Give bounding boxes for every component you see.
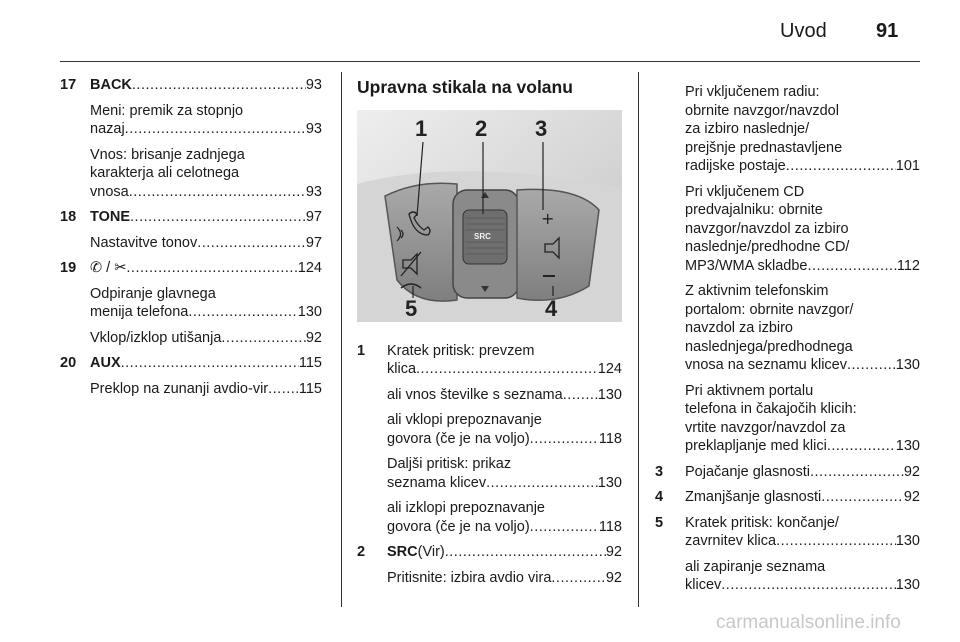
entry-label: Pri aktivnem portalu bbox=[685, 382, 814, 399]
entry-text bbox=[387, 543, 622, 562]
entry-item bbox=[60, 208, 322, 227]
entry-label-suffix: (Vir) bbox=[417, 544, 445, 560]
entry-text bbox=[685, 558, 920, 595]
entry-number: 4 bbox=[655, 489, 664, 505]
leader-dots bbox=[268, 380, 299, 399]
callout-2: 2 bbox=[475, 116, 488, 141]
entry-line bbox=[685, 532, 920, 551]
entry-label: vnosa bbox=[90, 183, 129, 200]
entry-detail bbox=[685, 183, 920, 276]
entry-label: AUX bbox=[90, 355, 121, 371]
entry-number: 2 bbox=[357, 544, 366, 560]
entry-line bbox=[90, 380, 322, 399]
column-middle bbox=[357, 76, 622, 587]
steering-wheel-controls-figure bbox=[357, 110, 622, 322]
entry-line bbox=[387, 569, 622, 588]
entry-text bbox=[90, 329, 322, 348]
leader-dots bbox=[827, 437, 896, 456]
volume-plus-icon: + bbox=[541, 209, 555, 228]
leader-dots bbox=[445, 543, 606, 562]
entry-item bbox=[60, 76, 322, 95]
entry-line bbox=[685, 319, 920, 338]
page-reference-link[interactable]: 115 bbox=[298, 355, 322, 371]
entry-line bbox=[90, 164, 322, 183]
entry-label: Pri vključenem CD bbox=[685, 183, 805, 200]
entry-text bbox=[387, 386, 622, 405]
entry-detail bbox=[685, 382, 920, 456]
leader-dots bbox=[197, 234, 306, 253]
entry-label: Pri vključenem radiu: bbox=[685, 84, 820, 100]
entry-line bbox=[90, 234, 322, 253]
column-left bbox=[60, 76, 322, 398]
entry-item bbox=[655, 463, 920, 482]
column-divider-1 bbox=[341, 72, 342, 607]
entry-line bbox=[90, 183, 322, 202]
callout-1: 1 bbox=[415, 116, 428, 141]
entry-line bbox=[685, 463, 920, 482]
entry-text bbox=[90, 102, 322, 139]
entry-label: vnosa na seznamu klicev bbox=[685, 357, 847, 373]
entry-text bbox=[90, 146, 322, 202]
entry-line bbox=[387, 518, 622, 537]
entry-label: SRC bbox=[387, 544, 418, 560]
entry-line bbox=[685, 338, 920, 357]
entry-line bbox=[387, 455, 622, 474]
entry-label: TONE bbox=[90, 209, 131, 225]
entry-line bbox=[685, 514, 920, 533]
entry-label: obrnite navzgor/navzdol bbox=[685, 102, 839, 119]
page-reference-link[interactable]: 93 bbox=[305, 77, 322, 93]
entry-text bbox=[685, 488, 920, 507]
leader-dots bbox=[530, 430, 599, 449]
leader-dots bbox=[129, 183, 306, 202]
entry-label: vrtite navzgor/navzdol za bbox=[685, 419, 846, 436]
entry-label: navzdol za izbiro bbox=[685, 320, 793, 336]
entry-text bbox=[387, 569, 622, 588]
entry-line bbox=[387, 474, 622, 493]
entry-line bbox=[387, 411, 622, 430]
callout-4: 4 bbox=[545, 296, 558, 321]
entry-label: radijske postaje bbox=[685, 158, 786, 174]
entry-line bbox=[685, 301, 920, 320]
page-reference-link[interactable]: 112 bbox=[896, 257, 920, 274]
entry-line bbox=[685, 558, 920, 577]
leader-dots bbox=[530, 518, 599, 537]
page-reference-link[interactable]: 130 bbox=[895, 357, 920, 373]
entry-line bbox=[90, 354, 322, 373]
entry-line bbox=[685, 201, 920, 220]
entry-label: MP3/WMA skladbe bbox=[685, 257, 808, 274]
entry-text bbox=[685, 382, 920, 456]
page-reference-link[interactable]: 124 bbox=[297, 260, 322, 276]
entry-label: navzgor/navzdol za izbiro bbox=[685, 220, 849, 237]
page-reference-link[interactable]: 124 bbox=[597, 361, 622, 377]
entry-line bbox=[685, 282, 920, 301]
entry-label: naslednjega/predhodnega bbox=[685, 338, 853, 355]
entry-label: predvajalniku: obrnite bbox=[685, 202, 823, 218]
entry-line bbox=[685, 356, 920, 375]
entry-text bbox=[685, 183, 920, 276]
entry-line bbox=[90, 329, 322, 348]
entry-line bbox=[685, 576, 920, 595]
page-number: 91 bbox=[876, 20, 899, 42]
entry-line bbox=[685, 238, 920, 257]
entry-detail bbox=[90, 102, 322, 139]
page-reference-link[interactable]: 130 bbox=[895, 577, 920, 593]
entry-detail bbox=[387, 499, 622, 536]
entry-label: Vklop/izklop utišanja bbox=[90, 329, 222, 346]
leader-dots bbox=[126, 259, 297, 278]
entry-item bbox=[60, 354, 322, 373]
leader-dots bbox=[551, 569, 605, 588]
entry-line bbox=[685, 382, 920, 401]
entry-number: 3 bbox=[655, 463, 664, 480]
entry-item bbox=[655, 488, 920, 507]
entry-label: preklapljanje med klici bbox=[685, 438, 827, 454]
entry-detail bbox=[387, 455, 622, 492]
entry-detail bbox=[90, 234, 322, 253]
entry-label: Vnos: brisanje zadnjega bbox=[90, 146, 245, 163]
entry-number: 17 bbox=[60, 77, 77, 93]
right-button-pad bbox=[517, 189, 599, 300]
leader-dots bbox=[221, 329, 305, 348]
entry-line bbox=[90, 259, 322, 278]
entry-label: ali izklopi prepoznavanje bbox=[387, 500, 545, 516]
callout-3: 3 bbox=[535, 116, 548, 141]
page-reference-link[interactable]: 101 bbox=[895, 158, 920, 174]
entry-label: Kratek pritisk: prevzem bbox=[387, 342, 535, 359]
entry-label: Kratek pritisk: končanje/ bbox=[685, 514, 839, 531]
entry-detail bbox=[685, 558, 920, 595]
entry-label: Odpiranje glavnega bbox=[90, 285, 216, 302]
entry-label: klicev bbox=[685, 577, 722, 593]
entry-line bbox=[90, 120, 322, 139]
entry-label: seznama klicev bbox=[387, 474, 487, 491]
entry-line bbox=[685, 83, 920, 102]
entry-line bbox=[685, 400, 920, 419]
header-rule bbox=[60, 61, 920, 62]
entry-label: portalom: obrnite navzgor/ bbox=[685, 301, 854, 318]
entry-line bbox=[90, 208, 322, 227]
leader-dots bbox=[776, 532, 896, 551]
entry-line bbox=[387, 499, 622, 518]
page-header-title: Uvod bbox=[780, 20, 827, 42]
column-right bbox=[655, 76, 920, 595]
entry-item bbox=[655, 514, 920, 551]
entry-line bbox=[685, 220, 920, 239]
entry-line bbox=[685, 102, 920, 121]
entry-number: 19 bbox=[60, 260, 77, 276]
entry-label: naslednje/predhodne CD/ bbox=[685, 239, 850, 255]
entry-detail bbox=[685, 83, 920, 176]
entry-label: Z aktivnim telefonskim bbox=[685, 283, 829, 299]
entry-line bbox=[90, 102, 322, 121]
leader-dots bbox=[121, 354, 299, 373]
entry-line bbox=[90, 146, 322, 165]
page-reference-link[interactable]: 130 bbox=[297, 304, 322, 320]
entry-number: 1 bbox=[357, 342, 366, 359]
src-label: SRC bbox=[474, 232, 491, 241]
entry-text bbox=[387, 455, 622, 492]
entry-line bbox=[387, 543, 622, 562]
entry-label: BACK bbox=[90, 77, 132, 93]
leader-dots bbox=[786, 157, 896, 176]
page-reference-link[interactable]: 92 bbox=[605, 544, 622, 560]
entry-label: ali vnos številke s seznama bbox=[387, 386, 563, 403]
entry-line bbox=[90, 303, 322, 322]
page-reference-link[interactable]: 97 bbox=[305, 234, 322, 251]
entry-label: ✆ / ✂ bbox=[90, 260, 127, 276]
entry-line bbox=[685, 183, 920, 202]
entry-label: Daljši pritisk: prikaz bbox=[387, 456, 512, 472]
page-reference-link[interactable]: 92 bbox=[305, 329, 322, 346]
page-reference-link[interactable]: 92 bbox=[903, 463, 920, 480]
entry-line bbox=[685, 257, 920, 276]
page-reference-link[interactable]: 130 bbox=[597, 386, 622, 403]
page-reference-link[interactable]: 93 bbox=[305, 121, 322, 137]
callout-5: 5 bbox=[405, 296, 418, 321]
entry-line bbox=[685, 157, 920, 176]
entry-detail bbox=[387, 411, 622, 448]
entry-line bbox=[685, 419, 920, 438]
entry-label: Meni: premik za stopnjo bbox=[90, 102, 244, 119]
entry-text bbox=[90, 380, 322, 399]
entry-detail bbox=[387, 569, 622, 588]
entry-text bbox=[387, 411, 622, 448]
leader-dots bbox=[721, 576, 896, 595]
watermark: carmanualsonline.info bbox=[716, 612, 901, 633]
entry-line bbox=[90, 285, 322, 304]
page-reference-link[interactable]: 130 bbox=[895, 533, 920, 549]
entry-detail bbox=[90, 329, 322, 348]
entry-label: klica bbox=[387, 361, 417, 377]
entry-label: menija telefona bbox=[90, 304, 189, 320]
entry-detail bbox=[387, 386, 622, 405]
entry-text bbox=[685, 282, 920, 375]
entry-text bbox=[90, 208, 322, 227]
entry-label: zavrnitev klica bbox=[685, 533, 777, 549]
page-reference-link[interactable]: 97 bbox=[305, 209, 322, 225]
entry-number: 18 bbox=[60, 209, 77, 225]
entry-item bbox=[357, 543, 622, 562]
entry-line bbox=[90, 76, 322, 95]
leader-dots bbox=[563, 386, 598, 405]
leader-dots bbox=[416, 360, 598, 379]
entry-line bbox=[387, 360, 622, 379]
entry-label: ali vklopi prepoznavanje bbox=[387, 412, 542, 428]
section-heading: Upravna stikala na volanu bbox=[357, 77, 573, 97]
leader-dots bbox=[130, 208, 306, 227]
entry-text bbox=[685, 514, 920, 551]
entry-label: Pritisnite: izbira avdio vira bbox=[387, 569, 552, 586]
entry-text bbox=[387, 342, 622, 379]
entry-line bbox=[387, 386, 622, 405]
entry-line bbox=[685, 120, 920, 139]
page-reference-link[interactable]: 92 bbox=[903, 489, 920, 505]
leader-dots bbox=[188, 303, 297, 322]
entry-label: karakterja ali celotnega bbox=[90, 165, 240, 181]
entry-text bbox=[90, 259, 322, 278]
page-reference-link[interactable]: 93 bbox=[305, 183, 322, 200]
entry-label: Nastavitve tonov bbox=[90, 234, 198, 251]
leader-dots bbox=[132, 76, 306, 95]
entry-number: 5 bbox=[655, 514, 664, 531]
page-reference-link[interactable]: 118 bbox=[598, 518, 622, 535]
leader-dots bbox=[125, 120, 306, 139]
entry-item bbox=[357, 342, 622, 379]
entry-label: Preklop na zunanji avdio-vir bbox=[90, 380, 269, 397]
entry-label: ali zapiranje seznama bbox=[685, 558, 826, 575]
entry-detail bbox=[685, 282, 920, 375]
leader-dots bbox=[808, 257, 897, 276]
page-reference-link[interactable]: 92 bbox=[605, 569, 622, 586]
column-divider-2 bbox=[638, 72, 639, 607]
entry-text bbox=[90, 354, 322, 373]
entry-text bbox=[685, 83, 920, 176]
leader-dots bbox=[821, 488, 904, 507]
entry-line bbox=[685, 488, 920, 507]
entry-text bbox=[387, 499, 622, 536]
entry-line bbox=[685, 139, 920, 158]
entry-text bbox=[90, 76, 322, 95]
entry-label: za izbiro naslednje/ bbox=[685, 121, 810, 137]
entry-label: govora (če je na voljo) bbox=[387, 430, 530, 447]
entry-label: Zmanjšanje glasnosti bbox=[685, 489, 822, 505]
entry-text bbox=[685, 463, 920, 482]
entry-item bbox=[60, 259, 322, 278]
entry-label: telefona in čakajočih klicih: bbox=[685, 401, 857, 417]
leader-dots bbox=[486, 474, 598, 493]
entry-detail bbox=[90, 285, 322, 322]
entry-label: prejšnje prednastavljene bbox=[685, 139, 843, 156]
page-reference-link[interactable]: 115 bbox=[298, 380, 322, 397]
entry-number: 20 bbox=[60, 355, 77, 371]
leader-dots bbox=[847, 356, 896, 375]
entry-detail bbox=[90, 380, 322, 399]
entry-label: Pojačanje glasnosti bbox=[685, 463, 810, 480]
page-reference-link[interactable]: 130 bbox=[895, 438, 920, 454]
entry-text bbox=[90, 234, 322, 253]
entry-line bbox=[387, 430, 622, 449]
entry-detail bbox=[90, 146, 322, 202]
entry-line bbox=[685, 437, 920, 456]
page-reference-link[interactable]: 130 bbox=[597, 474, 622, 491]
leader-dots bbox=[810, 463, 904, 482]
entry-line bbox=[387, 342, 622, 361]
entry-label: govora (če je na voljo) bbox=[387, 518, 530, 535]
page-reference-link[interactable]: 118 bbox=[598, 430, 622, 447]
entry-text bbox=[90, 285, 322, 322]
entry-label: nazaj bbox=[90, 121, 125, 137]
control-descriptions bbox=[357, 342, 622, 588]
